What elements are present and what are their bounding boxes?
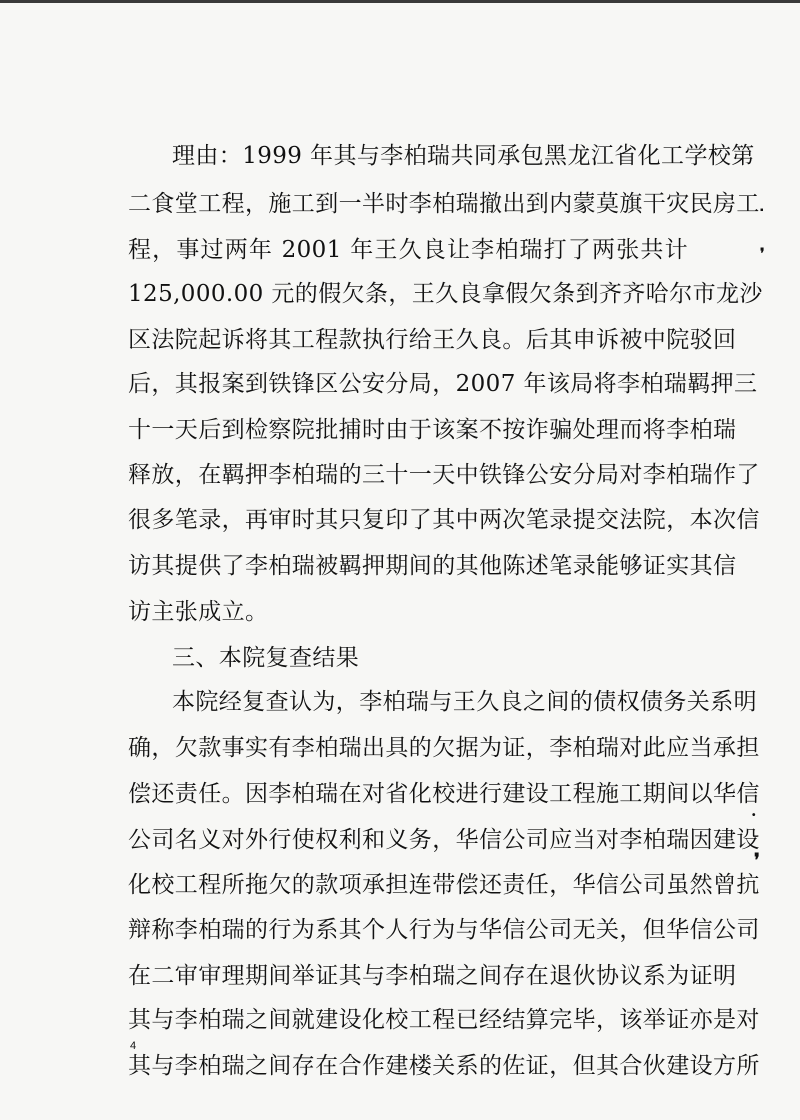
text-line-1: 理由：1999 年其与李柏瑞共同承包黑龙江省化工学校第: [172, 143, 755, 169]
text-line-15: 偿还责任。因李柏瑞在对省化校进行建设工程施工期间以华信: [128, 781, 760, 807]
page-number: 4: [130, 1040, 137, 1052]
text-line-4: 125,000.00 元的假欠条，王久良拿假欠条到齐齐哈尔市龙沙: [128, 281, 763, 307]
scan-mark: ❜: [760, 245, 765, 261]
text-line-14: 确，欠款事实有李柏瑞出具的欠据为证，李柏瑞对此应当承担: [128, 735, 760, 761]
text-line-11: 访主张成立。: [128, 599, 269, 625]
text-line-3: 程，事过两年 2001 年王久良让李柏瑞打了两张共计: [128, 237, 688, 263]
text-line-18: 辩称李柏瑞的行为系其个人行为与华信公司无关，但华信公司: [128, 917, 760, 943]
text-line-13: 本院经复查认为，李柏瑞与王久良之间的债权债务关系明: [172, 689, 757, 715]
text-line-2: 二食堂工程，施工到一半时李柏瑞撤出到内蒙莫旗干灾民房工: [128, 191, 760, 217]
text-line-7: 十一天后到检察院批捕时由于该案不按诈骗处理而将李柏瑞: [128, 417, 737, 443]
section-heading: 三、本院复查结果: [172, 645, 360, 671]
text-line-10: 访其提供了李柏瑞被羁押期间的其他陈述笔录能够证实其信: [128, 553, 737, 579]
text-line-20: 其与李柏瑞之间就建设化校工程已经结算完毕，该举证亦是对: [128, 1007, 760, 1033]
text-line-6: 后，其报案到铁锋区公安分局，2007 年该局将李柏瑞羁押三: [128, 371, 758, 397]
text-line-16: 公司名义对外行使权利和义务，华信公司应当对李柏瑞因建设: [128, 827, 760, 853]
text-line-9: 很多笔录，再审时其只复印了其中两次笔录提交法院，本次信: [128, 507, 760, 533]
scan-speck: ▪: [760, 205, 764, 216]
text-line-21: 其与李柏瑞之间存在合作建楼关系的佐证，但其合伙建设方所: [128, 1053, 760, 1079]
text-line-8: 释放，在羁押李柏瑞的三十一天中铁锋公安分局对李柏瑞作了: [128, 462, 760, 488]
text-line-5: 区法院起诉将其工程款执行给王久良。后其申诉被中院驳回: [128, 327, 737, 353]
text-line-19: 在二审审理期间举证其与李柏瑞之间存在退伙协议系为证明: [128, 963, 737, 989]
text-line-17: 化校工程所拖欠的款项承担连带偿还责任，华信公司虽然曾抗: [128, 872, 760, 898]
scan-mark: ❜: [754, 850, 760, 870]
scan-speck: •: [752, 810, 756, 821]
